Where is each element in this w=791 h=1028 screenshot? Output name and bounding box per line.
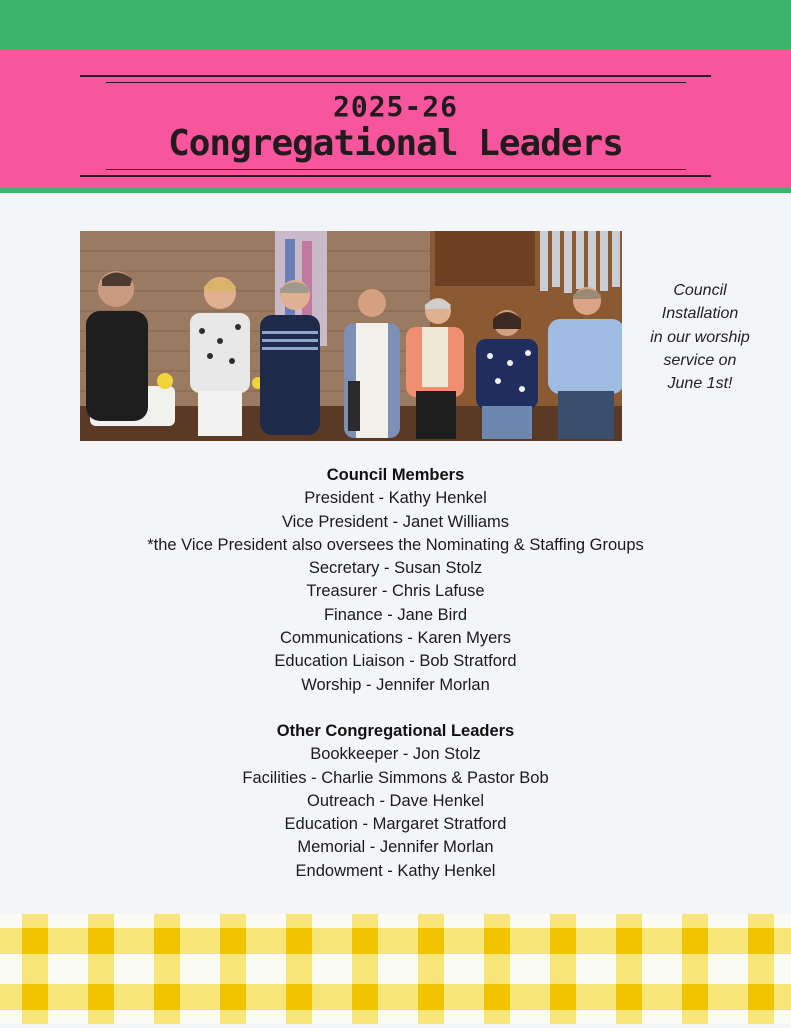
title-year: 2025-26 bbox=[332, 90, 458, 123]
list-item: Bookkeeper - Jon Stolz bbox=[310, 745, 481, 764]
list-item: Worship - Jennifer Morlan bbox=[301, 675, 490, 694]
list-item: Memorial - Jennifer Morlan bbox=[297, 838, 494, 857]
caption-line: Council bbox=[673, 282, 727, 299]
caption-line: June 1st! bbox=[667, 375, 733, 393]
title-rule-bottom bbox=[80, 175, 711, 177]
list-item: Facilities - Charlie Simmons & Pastor Bob bbox=[242, 768, 549, 787]
gingham-border bbox=[0, 914, 791, 1024]
other-heading: Other Congregational Leaders bbox=[276, 722, 515, 740]
banner-bottom-stripe bbox=[0, 188, 791, 193]
list-item: Communications - Karen Myers bbox=[279, 629, 512, 648]
title-main: Congregational Leaders bbox=[168, 123, 623, 164]
title-rule-bottom-inner bbox=[106, 169, 686, 170]
list-item: Finance - Jane Bird bbox=[323, 605, 468, 624]
list-item: President - Kathy Henkel bbox=[304, 489, 487, 508]
list-item: Treasurer - Chris Lafuse bbox=[306, 582, 485, 601]
top-green-band bbox=[0, 0, 791, 50]
council-members-list bbox=[0, 464, 791, 697]
title-rule-top bbox=[80, 75, 711, 77]
caption-line: Installation bbox=[661, 305, 739, 323]
caption-line: in our worship bbox=[650, 328, 750, 346]
page-title bbox=[0, 90, 791, 164]
list-item: Secretary - Susan Stolz bbox=[308, 559, 483, 578]
list-item: Outreach - Dave Henkel bbox=[307, 791, 484, 810]
council-heading: Council Members bbox=[326, 466, 465, 484]
council-installation-photo bbox=[80, 231, 622, 441]
other-leaders-list bbox=[0, 720, 791, 883]
list-item: Education - Margaret Stratford bbox=[284, 815, 507, 834]
caption-line: service on bbox=[663, 351, 737, 369]
list-item: *the Vice President also oversees the Nominating & Staffing Groups bbox=[147, 535, 644, 554]
title-rule-top-inner bbox=[106, 82, 686, 83]
photo-caption bbox=[630, 279, 770, 395]
list-item: Endowment - Kathy Henkel bbox=[295, 861, 496, 880]
list-item: Education Liaison - Bob Stratford bbox=[274, 652, 517, 671]
list-item: Vice President - Janet Williams bbox=[281, 512, 510, 531]
